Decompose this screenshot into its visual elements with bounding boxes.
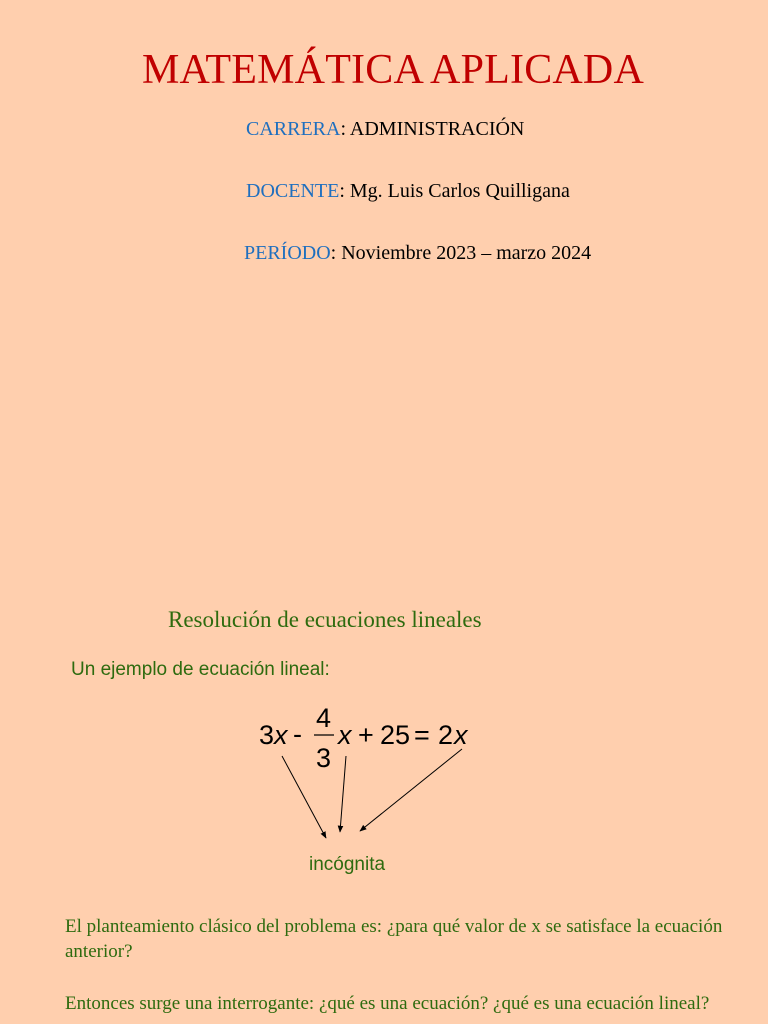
equation-var3: x: [454, 720, 468, 750]
equation-var1: x: [274, 720, 288, 750]
equation-minus: -: [293, 719, 302, 749]
equation-var2: x: [338, 720, 352, 750]
carrera-label: CARRERA: [246, 118, 341, 140]
periodo-value: : Noviembre 2023 – marzo 2024: [330, 242, 592, 264]
equation-frac-num: 4: [316, 703, 332, 733]
section-title: Resolución de ecuaciones lineales: [168, 607, 482, 632]
equation-plus: +: [358, 720, 374, 750]
equation-equals: =: [414, 720, 430, 750]
arrow-2: [340, 756, 346, 832]
page-title: MATEMÁTICA APLICADA: [142, 47, 644, 93]
section-intro: Un ejemplo de ecuación lineal:: [71, 659, 330, 680]
carrera-value: : ADMINISTRACIÓN: [340, 118, 525, 140]
paragraph-2: Entonces surge una interrogante: ¿qué es una ecuación? ¿qué es una ecuación lineal?: [65, 993, 710, 1014]
docente-value: : Mg. Luis Carlos Quilligana: [339, 180, 570, 202]
equation-coef1: 3: [259, 720, 275, 750]
paragraph-1: El planteamiento clásico del problema es: ¿para qué valor de x se satisface la ecuación anterior?: [65, 916, 723, 962]
equation-frac-den: 3: [316, 743, 332, 773]
incognita-label: incógnita: [309, 854, 386, 875]
equation-coef3: 2: [438, 720, 454, 750]
arrow-3: [360, 749, 462, 831]
periodo-label: PERÍODO: [244, 242, 331, 264]
equation-const: 25: [380, 720, 411, 750]
docente-label: DOCENTE: [246, 180, 340, 202]
